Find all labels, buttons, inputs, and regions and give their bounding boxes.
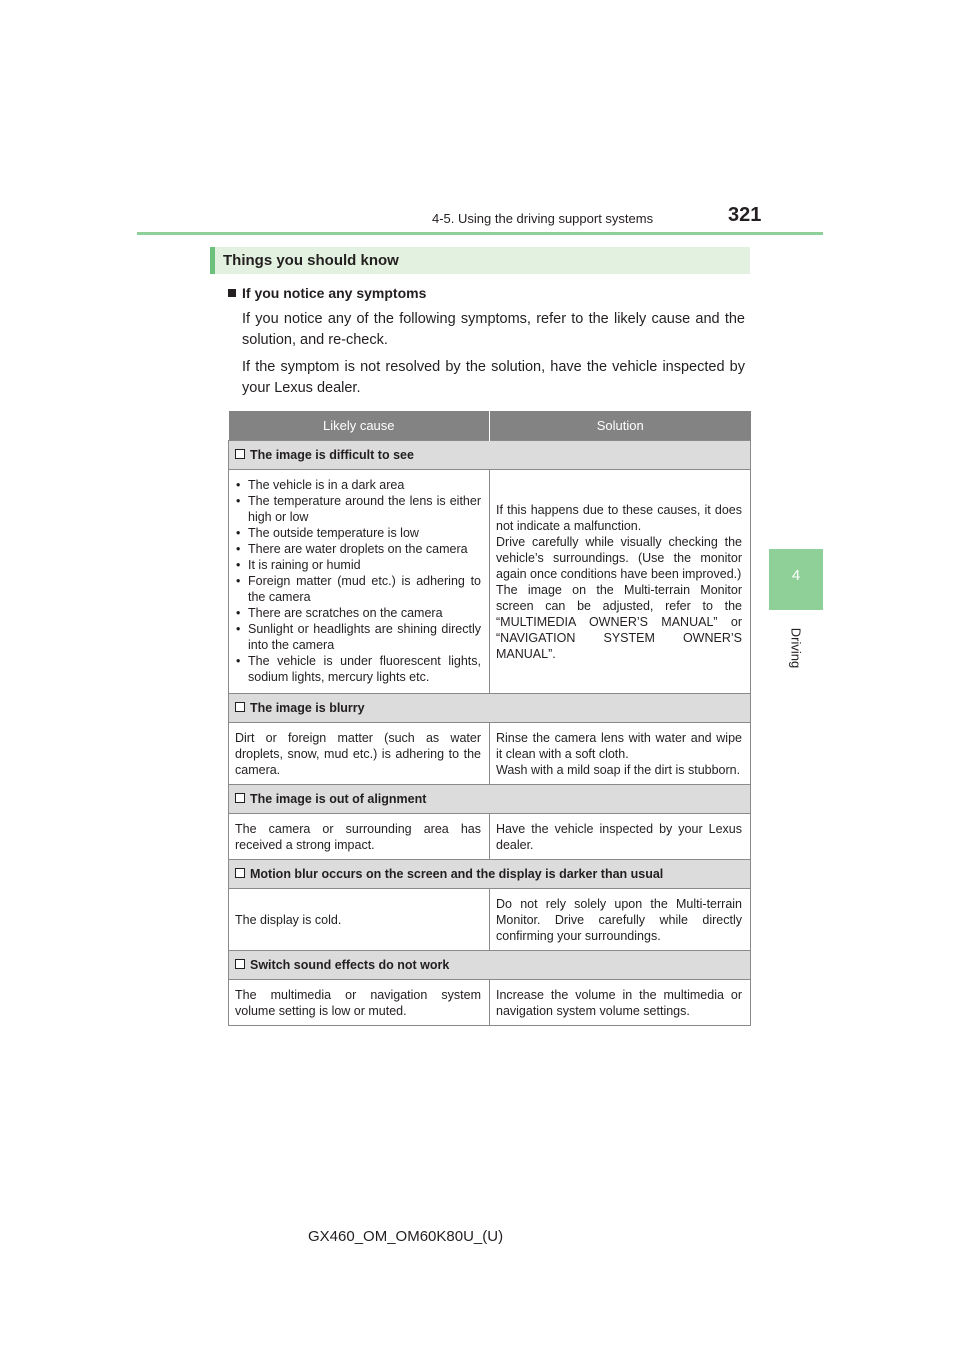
section-heading-accent <box>210 247 215 274</box>
symptoms-heading <box>228 285 426 301</box>
cause-cell: The camera or surrounding area has received a strong impact. <box>229 814 490 860</box>
cause-list <box>235 477 481 685</box>
solution-line: Do not rely solely upon the Multi-terrain Monitor. Drive carefully while directly confirming your surroundings. <box>496 897 742 943</box>
category-label: The image is difficult to see <box>250 448 414 462</box>
header-rule <box>137 232 823 235</box>
category-row <box>229 785 751 814</box>
category-cell <box>229 785 751 814</box>
table-row <box>229 980 751 1026</box>
cause-list-item: • There are water droplets on the camera <box>235 541 481 557</box>
category-row <box>229 694 751 723</box>
cause-list-item: • There are scratches on the camera <box>235 605 481 621</box>
checkbox-square-icon <box>235 868 245 878</box>
cause-list-item: • The vehicle is under fluorescent lights, sodium lights, mercury lights etc. <box>235 653 481 685</box>
solution-line: Increase the volume in the multimedia or navigation system volume settings. <box>496 988 742 1018</box>
solution-line: Drive carefully while visually checking the vehicle’s surroundings. (Use the monitor again once conditions have been improved.) <box>496 535 742 581</box>
chapter-tab <box>769 549 823 610</box>
cause-cell: Dirt or foreign matter (such as water droplets, snow, mud etc.) is adhering to the camera. <box>229 723 490 785</box>
category-label: Switch sound effects do not work <box>250 958 450 972</box>
chapter-tab-number: 4 <box>791 567 801 584</box>
checkbox-square-icon <box>235 959 245 969</box>
cause-list-item: • It is raining or humid <box>235 557 481 573</box>
category-label: The image is out of alignment <box>250 792 427 806</box>
square-bullet-icon <box>228 289 236 297</box>
checkbox-square-icon <box>235 702 245 712</box>
intro-paragraph-2: If the symptom is not resolved by the solution, have the vehicle inspected by your Lexus dealer. <box>242 359 745 396</box>
table-row <box>229 723 751 785</box>
symptom-table <box>228 411 751 1026</box>
solution-cell <box>490 723 751 785</box>
cause-list-item: • Foreign matter (mud etc.) is adhering to the camera <box>235 573 481 605</box>
cause-list-item: • Sunlight or headlights are shining directly into the camera <box>235 621 481 653</box>
category-label: Motion blur occurs on the screen and the display is darker than usual <box>250 867 664 881</box>
solution-line: Rinse the camera lens with water and wipe it clean with a soft cloth. <box>496 731 742 761</box>
category-row <box>229 441 751 470</box>
cause-cell: The multimedia or navigation system volume setting is low or muted. <box>229 980 490 1026</box>
category-row <box>229 860 751 889</box>
header-solution: Solution <box>490 411 751 441</box>
solution-line: If this happens due to these causes, it does not indicate a malfunction. <box>496 503 742 533</box>
section-heading-band <box>210 247 750 274</box>
page-number: 321 <box>728 204 762 226</box>
table-row <box>229 470 751 694</box>
symptoms-heading-text: If you notice any symptoms <box>242 285 427 301</box>
category-cell <box>229 951 751 980</box>
table-row <box>229 889 751 951</box>
category-cell <box>229 694 751 723</box>
category-row <box>229 951 751 980</box>
running-header-title: 4-5. Using the driving support systems <box>432 211 654 226</box>
solution-line: Have the vehicle inspected by your Lexus dealer. <box>496 822 742 852</box>
solution-line: Wash with a mild soap if the dirt is stubborn. <box>496 763 741 777</box>
table-header-row <box>229 411 751 441</box>
category-cell <box>229 860 751 889</box>
header-likely-cause: Likely cause <box>229 411 490 441</box>
checkbox-square-icon <box>235 793 245 803</box>
footer-document-code: GX460_OM_OM60K80U_(U) <box>308 1228 504 1245</box>
table-row <box>229 814 751 860</box>
solution-cell <box>490 889 751 951</box>
chapter-tab-label <box>776 618 816 678</box>
solution-cell <box>490 814 751 860</box>
chapter-tab-label-text: Driving <box>788 627 804 669</box>
category-label: The image is blurry <box>250 701 365 715</box>
solution-cell <box>490 980 751 1026</box>
intro-paragraph-1: If you notice any of the following symptoms, refer to the likely cause and the solution, and re-check. <box>242 311 745 348</box>
cause-list-item: • The vehicle is in a dark area <box>235 477 481 493</box>
solution-cell <box>490 470 751 694</box>
cause-cell: The display is cold. <box>229 889 490 951</box>
cause-cell <box>229 470 490 694</box>
checkbox-square-icon <box>235 449 245 459</box>
solution-line: The image on the Multi-terrain Monitor screen can be adjusted, refer to the “MULTIMEDIA OWNER’S MANUAL” or “NAVIGATION SYSTEM OWNER’S MANUAL”. <box>496 583 742 661</box>
section-heading-title: Things you should know <box>223 252 399 269</box>
cause-list-item: • The outside temperature is low <box>235 525 481 541</box>
cause-list-item: • The temperature around the lens is either high or low <box>235 493 481 525</box>
category-cell <box>229 441 751 470</box>
